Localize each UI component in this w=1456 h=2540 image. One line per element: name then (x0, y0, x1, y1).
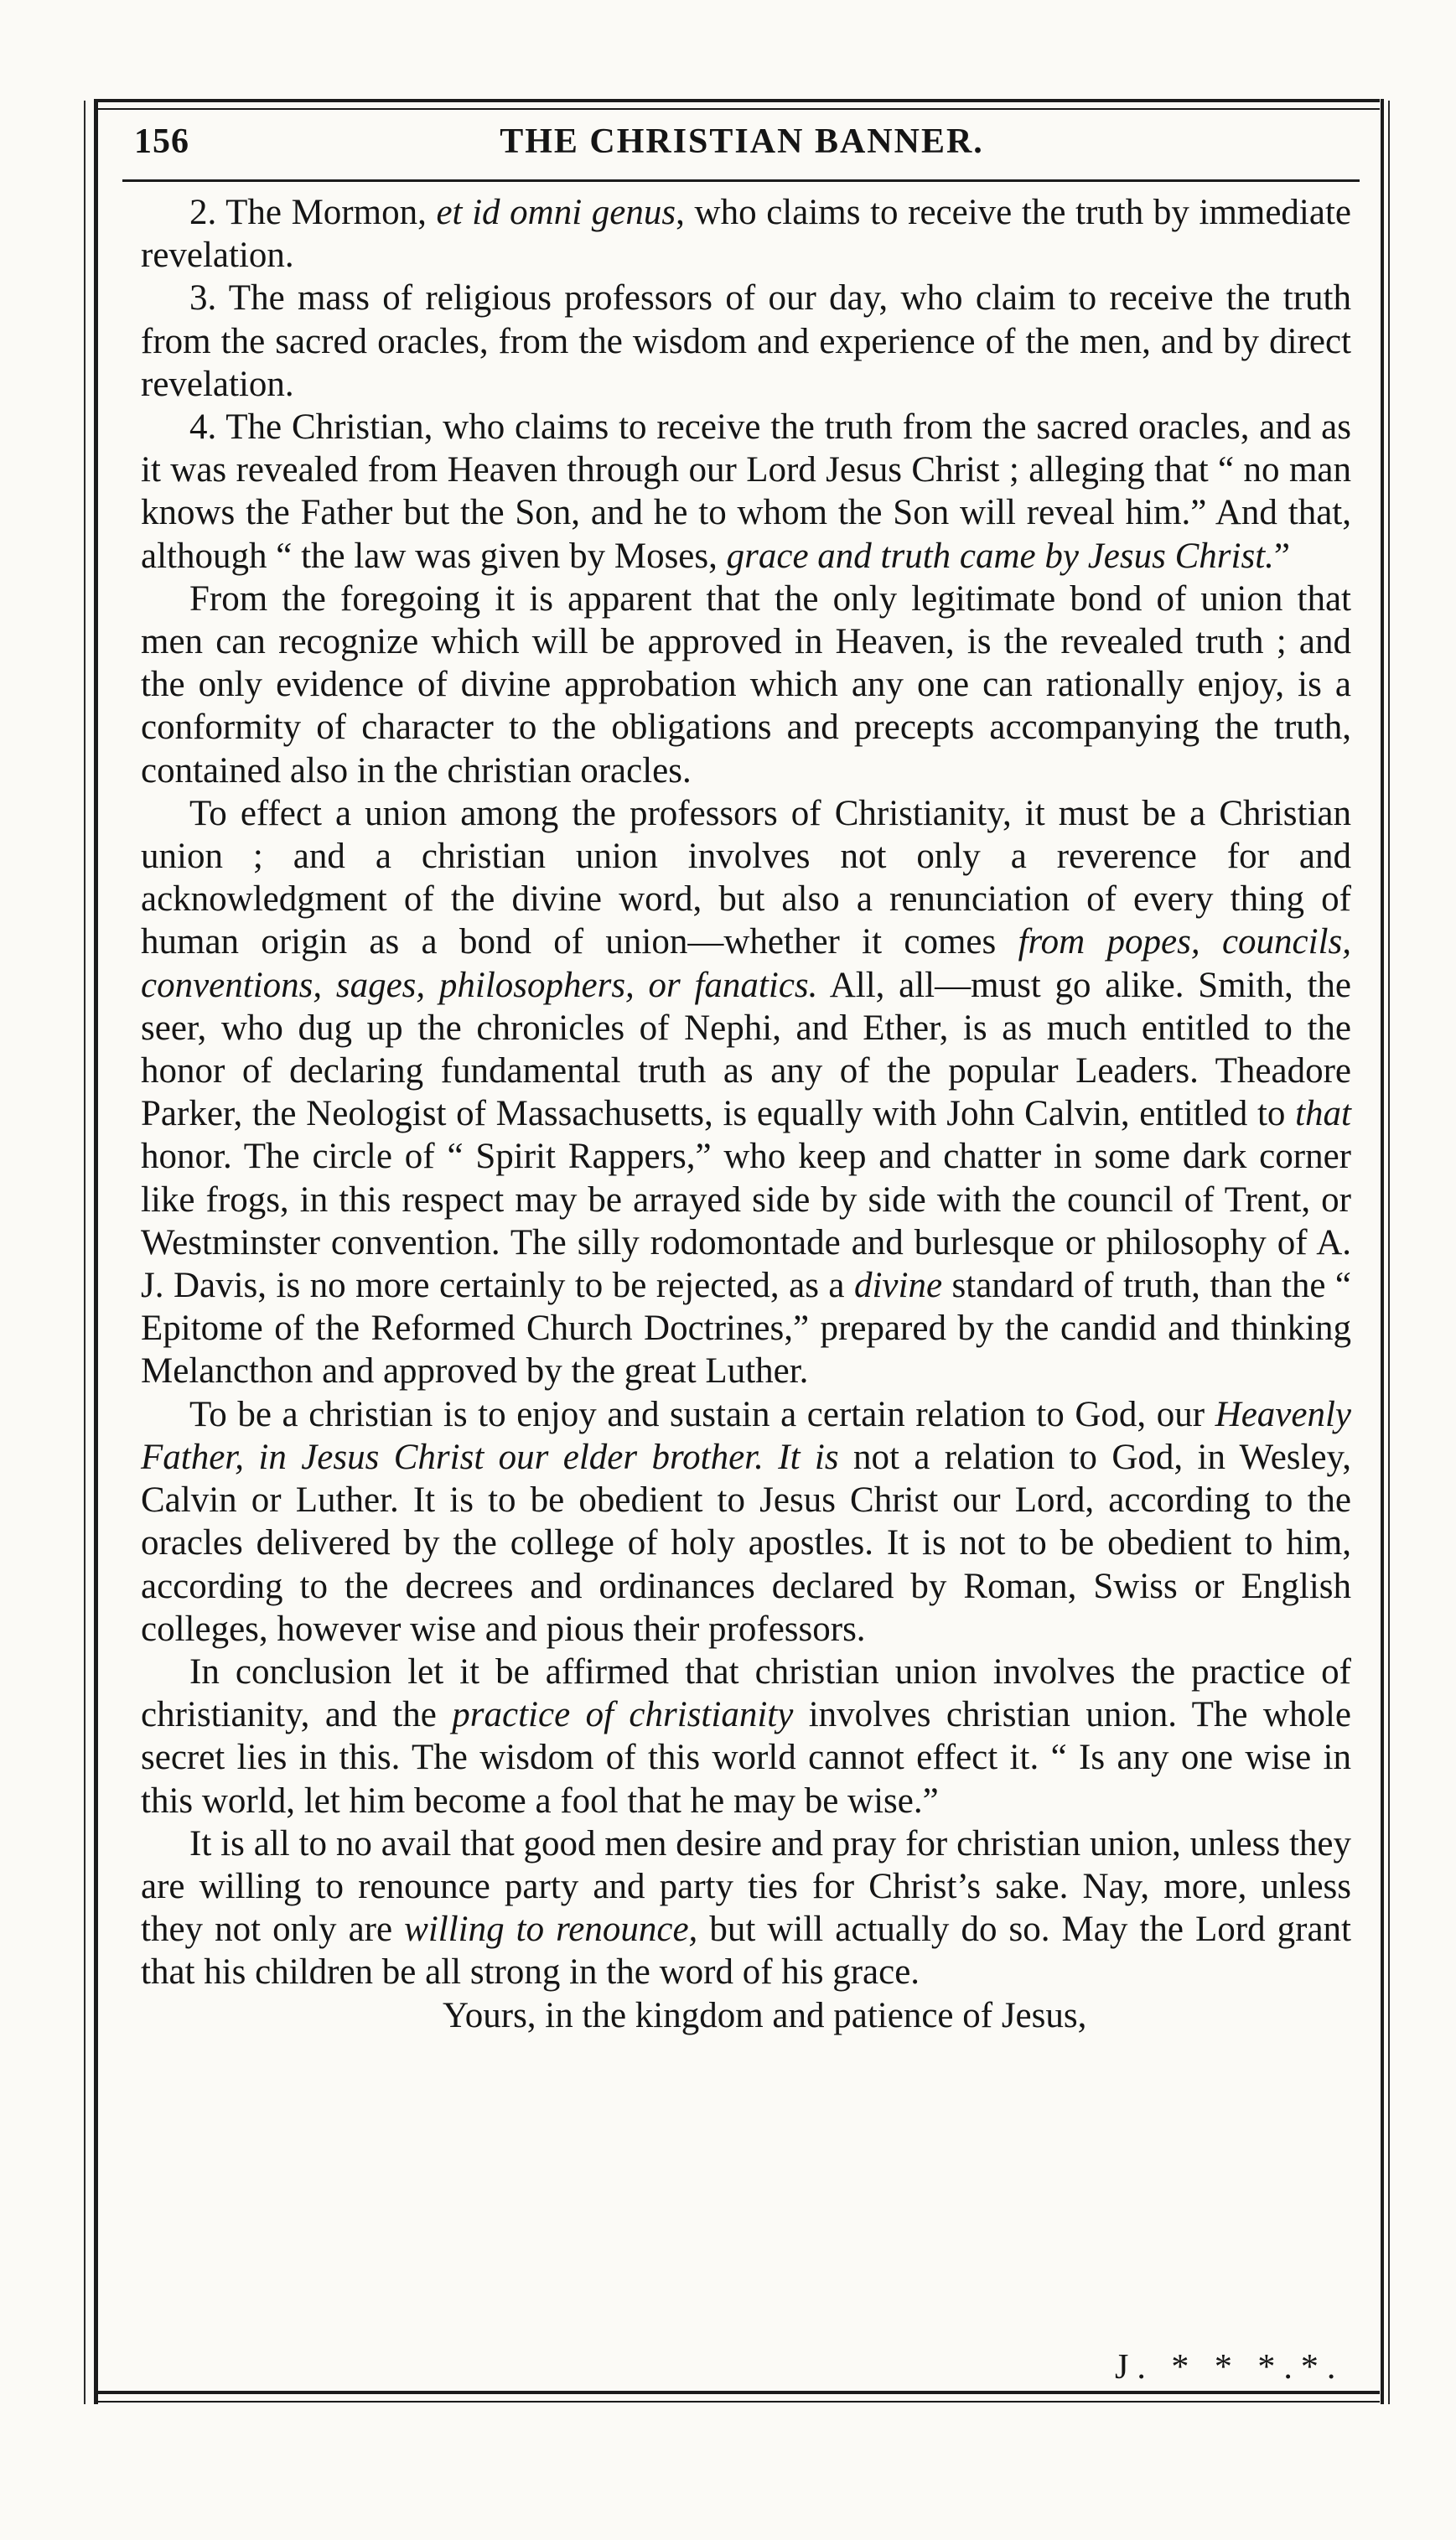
header-rule (122, 179, 1360, 182)
right-outer-rule (1388, 101, 1390, 2404)
top-rule (94, 99, 1380, 102)
article-body (141, 191, 1351, 2037)
text-run: standard of truth, than the “ Epitome of the Reformed Church Doctrines,” prepared by the candid and thinking Melancthon and approved by the great Luther. (141, 1266, 1351, 1392)
paragraph (141, 578, 1351, 792)
text-run: To be a christian is to enjoy and sustain a certain relation to God, our (189, 1394, 1215, 1434)
text-run: From the foregoing it is apparent that the only legitimate bond of union that men can recognize which will be approved in Heaven, is the revealed truth ; and the only evidence of divine approbation which any one can rationally enjoy, is a conformity of character to the obligations and precepts accompanying the truth, contained also in the christian oracles. (141, 578, 1351, 791)
page-header (134, 122, 1350, 172)
text-run: 3. The mass of religious professors of our day, who claim to receive the truth from the sacred oracles, from the wisdom and experience of the men, and by direct revelation. (141, 278, 1351, 404)
paragraph (141, 1822, 1351, 1994)
italic-run: divine (853, 1266, 943, 1306)
text-run: 2. The Mormon, (189, 193, 437, 232)
text-run: All, all—must go alike. Smith, the seer, who dug up the chronicles of Nephi, and Ether, is as much entitled to the honor of declaring fundamental truth as any of the popular Leaders. Theadore Parker, the Neologist of Massachusetts, is equally with John Calvin, entitled to (141, 965, 1351, 1134)
left-outer-rule (84, 101, 85, 2404)
italic-run: et id omni genus (436, 193, 676, 232)
text-run: not a relation to God, in Wesley, Calvin or Luther. It is to be obedient to Jesus Christ our Lord, according to the oracles delivered by the college of holy apostles. It is not to be obedient to him, according to the decrees and ordinances declared by Roman, Swiss or English colleges, however wise and pious their professors. (141, 1437, 1351, 1649)
top-rule-thin (94, 108, 1380, 110)
text-run: It is all to no avail that good men desire and pray for christian union, unless they are willing to renounce party and party ties for Christ’s sake. Nay, more, unless they not only are (141, 1823, 1351, 1950)
paragraph (141, 191, 1351, 277)
paragraph (141, 1393, 1351, 1651)
italic-run: practice of christianity (452, 1695, 794, 1735)
text-run: In conclusion let it be affirmed that christian union involves the practice of christianity, and the (141, 1651, 1351, 1735)
closing-line: Yours, in the kingdom and patience of Jesus, (443, 1995, 1087, 2035)
text-run: 4. The Christian, who claims to receive the truth from the sacred oracles, and as it was revealed from Heaven through our Lord Jesus Christ ; alleging that “ no man knows the Father but the Son, and he to whom the Son will reveal him.” And that, although “ the law was given by Moses, (141, 407, 1351, 576)
italic-run: that (1295, 1094, 1351, 1134)
text-run: involves christian union. The whole secret lies in this. The wisdom of this world cannot effect it. “ Is any one wise in this world, let him become a fool that he may be wise.” (141, 1695, 1352, 1821)
text-run: but will actually do so. May the Lord grant that his children be all strong in the word of his grace. (141, 1910, 1352, 1993)
signature: J. * * *.*. (1115, 2348, 1345, 2387)
paragraph (141, 277, 1351, 406)
bottom-rule (94, 2391, 1380, 2394)
text-run: honor. The circle of “ Spirit Rappers,” who keep and chatter in some dark corner like frogs, in this respect may be arrayed side by side with the council of Trent, or Westminster convention. The silly rodomontade and burlesque or philosophy of A. J. Davis, is no more certainly to be rejected, as a (141, 1137, 1351, 1306)
bottom-rule-thin (94, 2401, 1380, 2403)
page-number: 156 (134, 122, 189, 161)
italic-run: Heavenly Father, in Jesus Christ our elder brother. It is (141, 1394, 1351, 1477)
running-head: THE CHRISTIAN BANNER. (500, 122, 984, 161)
text-run: To effect a union among the professors of Christianity, it must be a Christian union ; and a christian union involves not only a reverence for and acknowledgment of the divine word, but also a renunciation of every thing of human origin as a bond of union—whether it comes (141, 793, 1351, 962)
italic-run: grace and truth came by Jesus Christ. (726, 536, 1274, 576)
text-run: ” (1273, 536, 1290, 576)
italic-run: willing to renounce, (404, 1910, 698, 1950)
text-run: , who claims to receive the truth by immediate revelation. (141, 193, 1351, 276)
italic-run: from popes, councils, conventions, sages, philosophers, or fanatics. (141, 922, 1352, 1005)
paragraph (141, 792, 1351, 1393)
paragraph (141, 1651, 1351, 1822)
paragraph (141, 406, 1351, 578)
